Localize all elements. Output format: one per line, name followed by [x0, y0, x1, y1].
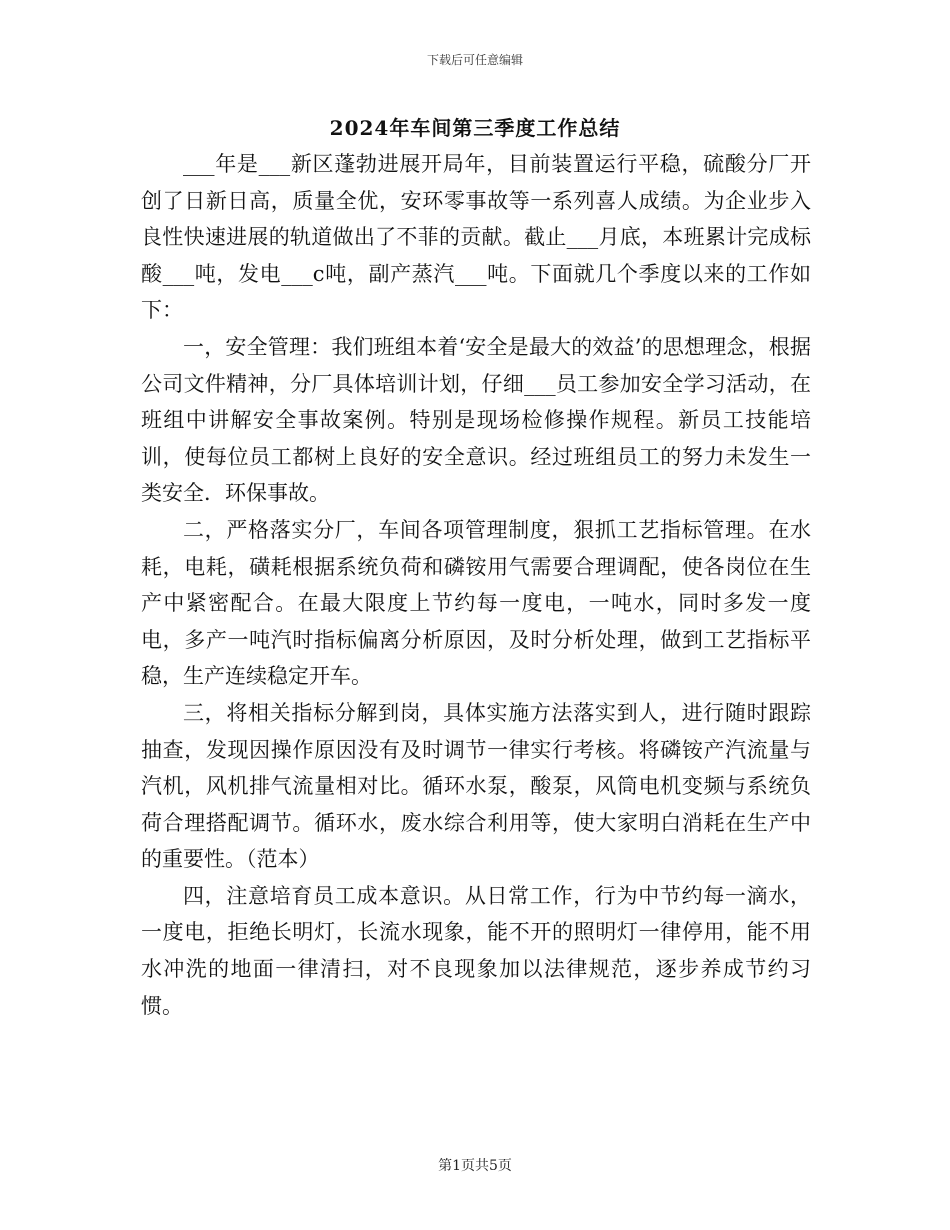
paragraph-intro: ___年是___新区蓬勃进展开局年，目前装置运行平稳，硫酸分厂开创了日新日高，质量全优，安环零事故等一系列喜人成绩。为企业步入良性快速进展的轨道做出了不菲的贡献。截止___月底，本班累计完成标酸___吨，发电___c吨，副产蒸汽___吨。下面就几个季度以来的工作如下：	[141, 152, 811, 323]
paragraph-safety-management: 一，安全管理：我们班组本着‘安全是最大的效益’的思想理念，根据公司文件精神，分厂具体培训计划，仔细___员工参加安全学习活动，在班组中讲解安全事故案例。特别是现场检修操作规程。新员工技能培训，使每位员工都树上良好的安全意识。经过班组员工的努力未发生一类安全．环保事故。	[141, 334, 811, 506]
header-note: 下载后可任意编辑	[426, 53, 523, 67]
paragraph-indicator-assignment: 三，将相关指标分解到岗，具体实施方法落实到人，进行随时跟踪抽查，发现因操作原因没有及时调节一律实行考核。将磷铵产汽流量与汽机，风机排气流量相对比。循环水泵，酸泵，风筒电机变频与系统负荷合理搭配调节。循环水，废水综合利用等，使大家明白消耗在生产中的重要性。（范本）	[141, 700, 811, 872]
document-title: 2024年车间第三季度工作总结	[329, 116, 621, 140]
paragraph-cost-awareness: 四，注意培育员工成本意识。从日常工作，行为中节约每一滴水，一度电，拒绝长明灯，长流水现象，能不开的照明灯一律停用，能不用水冲洗的地面一律清扫，对不良现象加以法律规范，逐步养成节约习惯。	[141, 883, 811, 1018]
paragraph-process-management: 二，严格落实分厂，车间各项管理制度，狠抓工艺指标管理。在水耗，电耗，磺耗根据系统负荷和磷铵用气需要合理调配，使各岗位在生产中紧密配合。在最大限度上节约每一度电，一吨水，同时多发一度电，多产一吨汽时指标偏离分析原因，及时分析处理，做到工艺指标平稳，生产连续稳定开车。	[141, 517, 811, 689]
page-number: 第1页共5页	[438, 1158, 512, 1174]
document-body	[141, 146, 811, 1024]
